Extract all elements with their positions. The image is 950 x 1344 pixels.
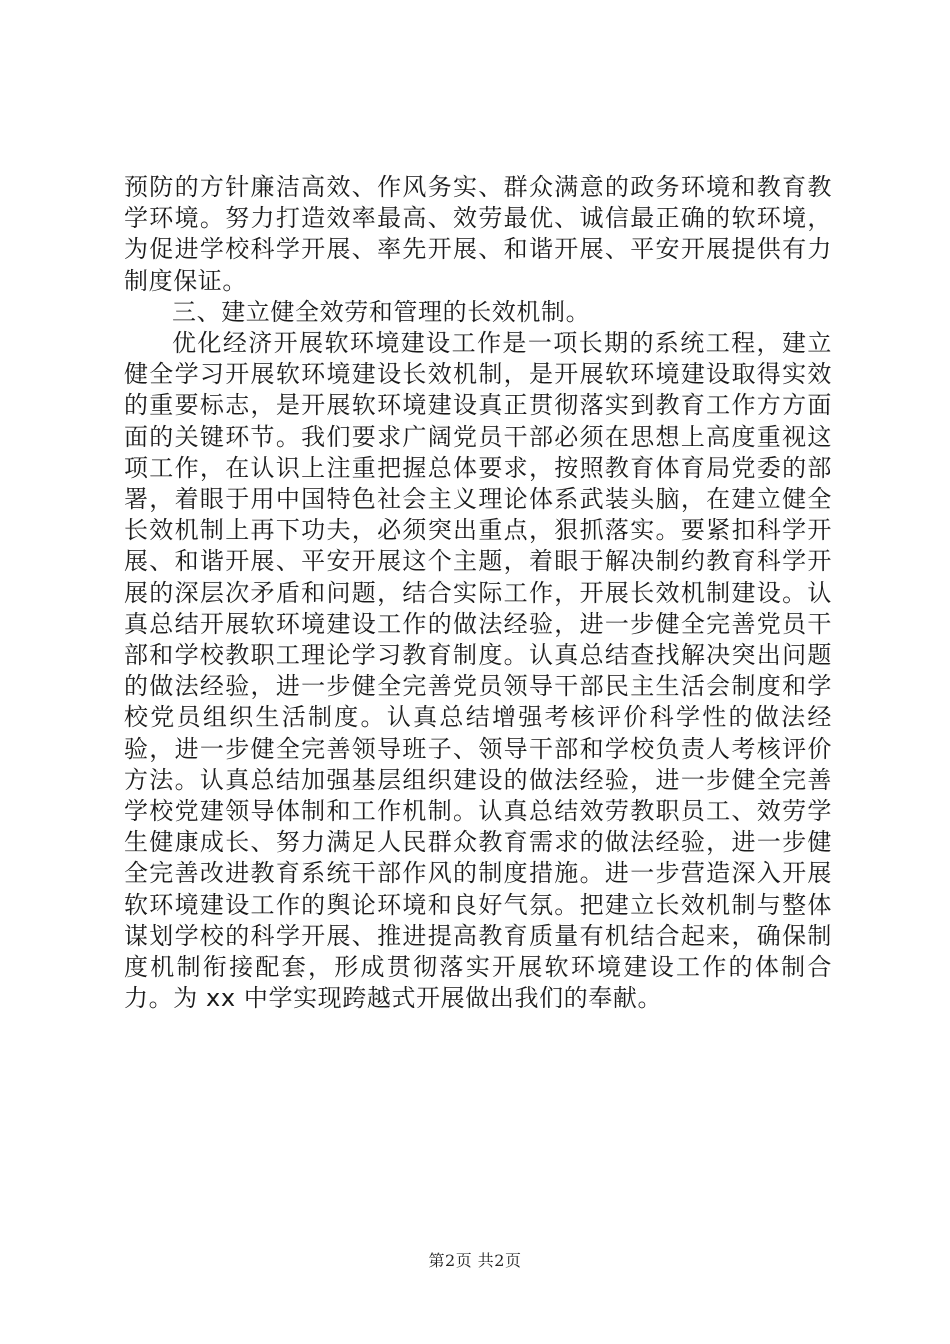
section-heading: 三、建立健全效劳和管理的长效机制。 [172,297,591,326]
paragraph-continued: 预防的方针廉洁高效、作风务实、群众满意的政务环境和教育教学环境。努力打造效率最高、效劳最优、诚信最正确的软环境，为促进学校科学开展、率先开展、和谐开展、平安开展提供有力制度保证。 [124,173,832,295]
document-body [124,172,832,1014]
page-number-footer: 第2页 共2页 [428,1251,522,1270]
paragraph-body: 优化经济开展软环境建设工作是一项长期的系统工程，建立健全学习开展软环境建设长效机制，是开展软环境建设取得实效的重要标志，是开展软环境建设真正贯彻落实到教育工作方方面面的关键环节。我们要求广阔党员干部必须在思想上高度重视这项工作，在认识上注重把握总体要求，按照教育体育局党委的部署，着眼于用中国特色社会主义理论体系武装头脑，在建立健全长效机制上再下功夫，必须突出重点，狠抓落实。要紧扣科学开展、和谐开展、平安开展这个主题，着眼于解决制约教育科学开展的深层次矛盾和问题，结合实际工作，开展长效机制建设。认真总结开展软环境建设工作的做法经验，进一步健全完善党员干部和学校教职工理论学习教育制度。认真总结查找解决突出问题的做法经验，进一步健全完善党员领导干部民主生活会制度和学校党员组织生活制度。认真总结增强考核评价科学性的做法经验，进一步健全完善领导班子、领导干部和学校负责人考核评价方法。认真总结加强基层组织建设的做法经验，进一步健全完善学校党建领导体制和工作机制。认真总结效劳教职员工、效劳学生健康成长、努力满足人民群众教育需求的做法经验，进一步健全完善改进教育系统干部作风的制度措施。进一步营造深入开展软环境建设工作的舆论环境和良好气氛。把建立长效机制与整体谋划学校的科学开展、推进提高教育质量有机结合起来，确保制度机制衔接配套，形成贯彻落实开展软环境建设工作的体制合力。为 xx 中学实现跨越式开展做出我们的奉献。 [124,329,832,1013]
